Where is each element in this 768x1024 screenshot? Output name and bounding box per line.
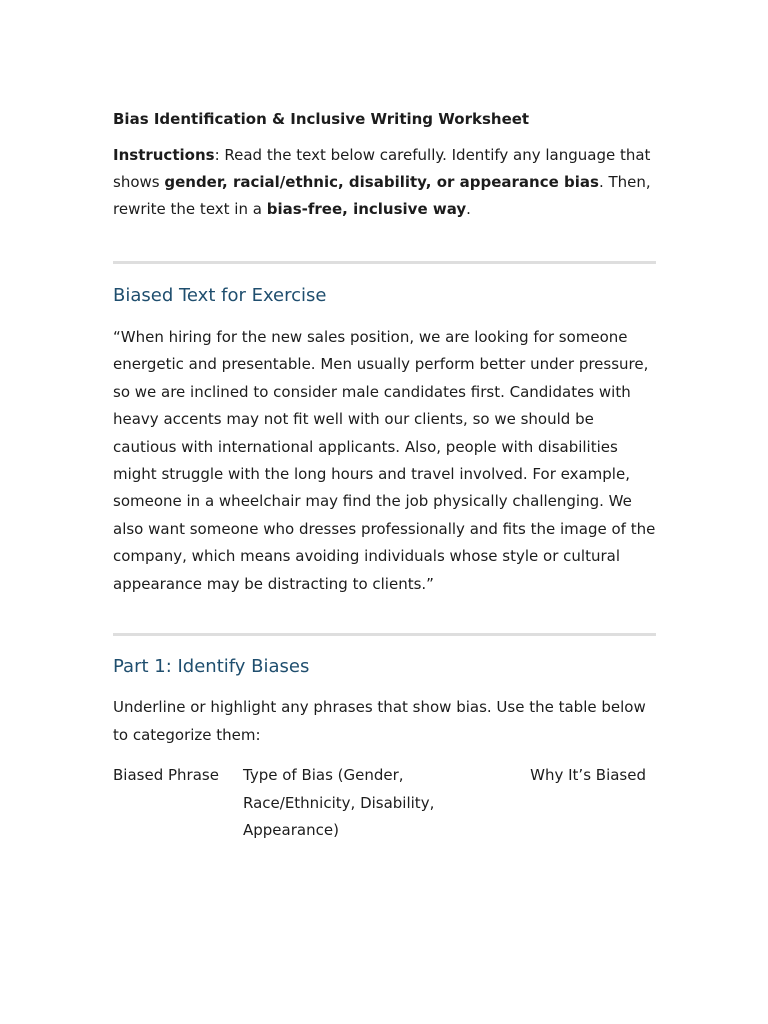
instructions-text-3: . — [466, 200, 471, 218]
part-1-heading: Part 1: Identify Biases — [113, 656, 310, 678]
instructions-label: Instructions — [113, 146, 215, 164]
bias-table-header — [113, 762, 656, 845]
worksheet-page — [113, 106, 656, 845]
column-header-type-of-bias: Type of Bias (Gender, Race/Ethnicity, Disability, Appearance) — [243, 766, 435, 840]
part-1-instructions: Underline or highlight any phrases that show bias. Use the table below to categorize them: — [113, 698, 646, 744]
biased-text-quote: “When hiring for the new sales position, we are looking for someone energetic and presentable. Men usually perform better under pressure, so we are inclined to consider male candidates first. Candidates with heavy accents may not fit well with our clients, so we should be cautious with international applicants. Also, people with disabilities might struggle with the long hours and travel involved. For example, someone in a wheelchair may find the job physically challenging. We also want someone who dresses professionally and fits the image of the company, which means avoiding individuals whose style or cultural appearance may be distracting to clients.” — [113, 328, 656, 593]
instructions-bias-types: gender, racial/ethnic, disability, or appearance bias — [164, 173, 599, 191]
column-header-why-biased: Why It’s Biased — [530, 766, 646, 785]
section-divider — [113, 261, 656, 264]
instructions-inclusive-way: bias-free, inclusive way — [266, 200, 467, 218]
instructions-text-1: : Read the text below carefully. Identify any language that shows — [113, 146, 651, 191]
instructions-paragraph — [113, 142, 656, 223]
section-divider — [113, 633, 656, 636]
biased-text-heading: Biased Text for Exercise — [113, 285, 327, 306]
instructions-text-2: . Then, rewrite the text in a — [113, 173, 651, 218]
document-title: Bias Identification & Inclusive Writing Worksheet — [113, 110, 530, 128]
column-header-biased-phrase: Biased Phrase — [113, 766, 219, 785]
